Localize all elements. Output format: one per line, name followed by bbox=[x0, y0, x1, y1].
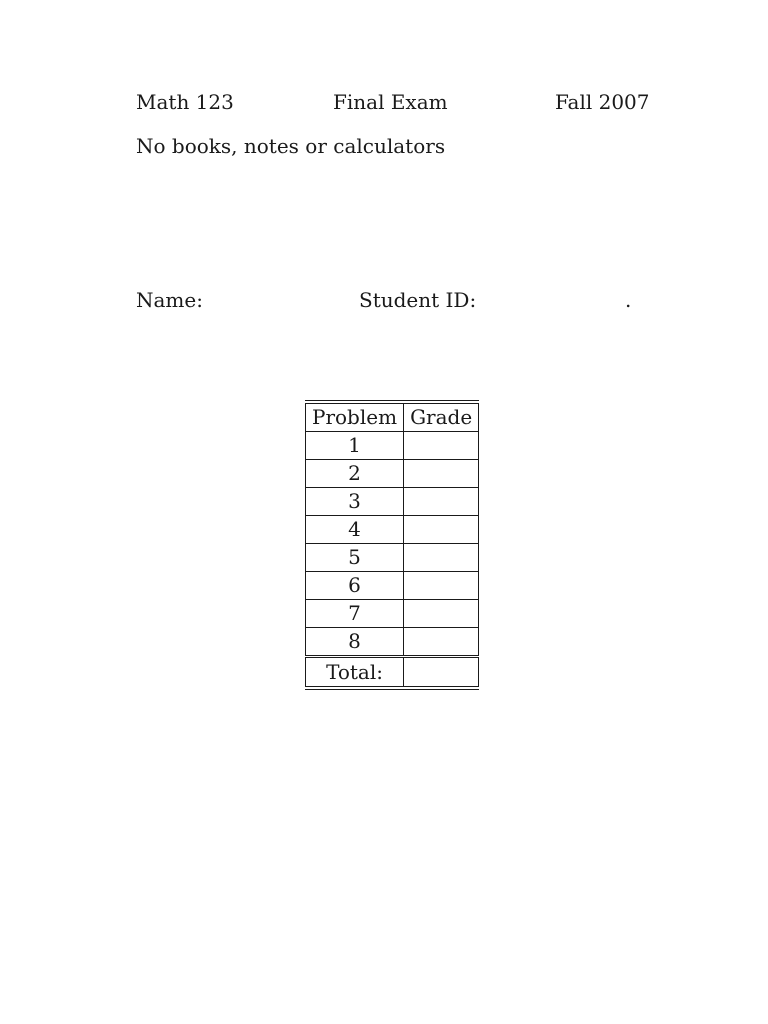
grade-cell[interactable] bbox=[404, 516, 479, 544]
course-title: Math 123 bbox=[136, 90, 234, 114]
grade-cell[interactable] bbox=[404, 628, 479, 657]
exam-title: Final Exam bbox=[333, 90, 448, 114]
grade-cell[interactable] bbox=[404, 488, 479, 516]
problem-number: 8 bbox=[306, 628, 404, 657]
problem-number: 7 bbox=[306, 600, 404, 628]
problem-number: 4 bbox=[306, 516, 404, 544]
total-label: Total: bbox=[306, 657, 404, 689]
table-row bbox=[306, 460, 479, 488]
grade-column-header: Grade bbox=[404, 402, 479, 432]
problem-number: 3 bbox=[306, 488, 404, 516]
problem-number: 2 bbox=[306, 460, 404, 488]
problem-column-header: Problem bbox=[306, 402, 404, 432]
name-field-label: Name: bbox=[136, 288, 203, 312]
exam-term: Fall 2007 bbox=[555, 90, 650, 114]
grade-table-header-row bbox=[306, 402, 479, 432]
problem-number: 6 bbox=[306, 572, 404, 600]
table-row bbox=[306, 544, 479, 572]
table-row bbox=[306, 628, 479, 657]
exam-instructions: No books, notes or calculators bbox=[136, 134, 446, 158]
table-row bbox=[306, 600, 479, 628]
table-row bbox=[306, 572, 479, 600]
total-row bbox=[306, 657, 479, 689]
student-id-field-label: Student ID: bbox=[359, 288, 477, 312]
grade-cell[interactable] bbox=[404, 544, 479, 572]
grade-cell[interactable] bbox=[404, 460, 479, 488]
grade-cell[interactable] bbox=[404, 600, 479, 628]
grade-table bbox=[305, 400, 479, 690]
problem-number: 1 bbox=[306, 432, 404, 460]
trailing-period: . bbox=[625, 288, 632, 312]
problem-number: 5 bbox=[306, 544, 404, 572]
table-row bbox=[306, 488, 479, 516]
grade-cell[interactable] bbox=[404, 572, 479, 600]
grade-cell[interactable] bbox=[404, 432, 479, 460]
table-row bbox=[306, 432, 479, 460]
table-row bbox=[306, 516, 479, 544]
total-grade-cell[interactable] bbox=[404, 657, 479, 689]
